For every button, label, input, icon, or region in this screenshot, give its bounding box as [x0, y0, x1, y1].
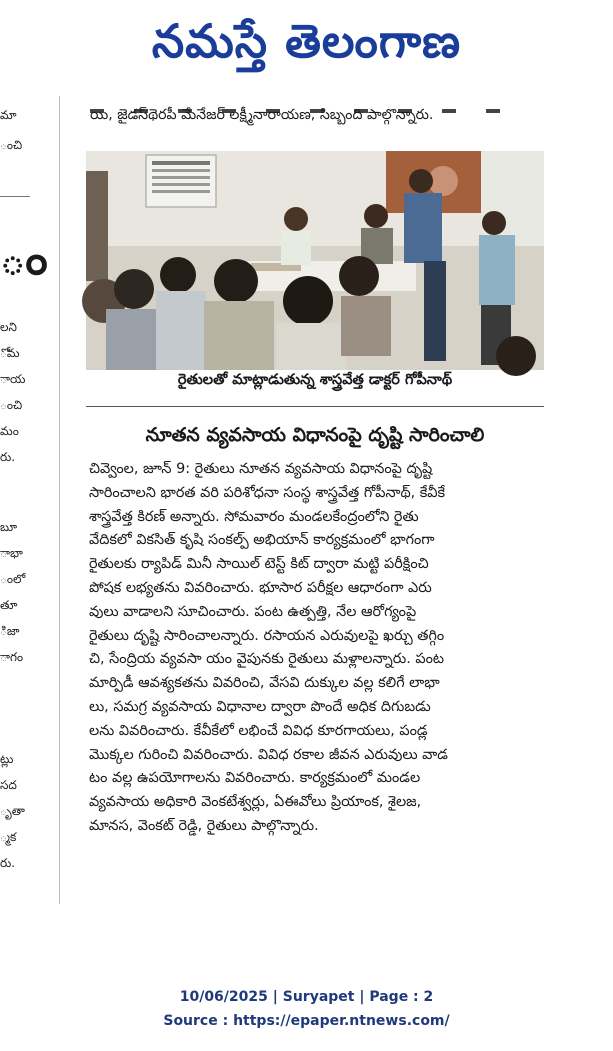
left-fragment: రు.: [0, 856, 16, 870]
body-line: వులు వాడాలని సూచించారు. పంట ఉత్పత్తి, నేల ఆరోగ్యంపై: [89, 603, 417, 620]
body-line: రైతులు దృష్టి సారించాలన్నారు. రసాయన ఎరువులపై ఖర్చు తగ్గిం: [89, 627, 445, 644]
body-line: చి, సేంద్రియ వ్యవసా యం వైపునకు రైతులు మళ్లాలన్నారు. పంట: [89, 651, 445, 668]
body-line: చివ్వెంల, జూన్ 9: రైతులు నూతన వ్యవసాయ విధానంపై దృష్టి: [89, 461, 433, 477]
left-fragment: ంచి: [0, 138, 23, 152]
body-line: లు, సమగ్ర వ్యవసాయ విధానాల ద్వారా పొందే అధిక దిగుబడు: [89, 698, 431, 715]
left-big-char: ం: [0, 234, 48, 285]
article-body: [89, 458, 544, 839]
masthead-title: నమస్తే తెలంగాణ: [151, 14, 462, 68]
body-line: సారించాలని భారత వరి పరిశోధనా సంస్థ శాస్త్రవేత్త గోపీనాథ్, కేవీకే: [89, 484, 446, 501]
left-fragment: తూ: [0, 598, 18, 612]
left-fragment: మా: [0, 108, 17, 122]
left-fragment: ట్లు: [0, 752, 14, 766]
left-fragment: లని: [0, 320, 17, 334]
body-line: వేదికలో వికసిత్ కృషి సంకల్ప్ అభియాన్ కార్యక్రమంలో భాగంగా: [89, 532, 435, 549]
left-fragment: సద: [0, 778, 17, 792]
left-fragment: రు.: [0, 450, 16, 464]
column-rule: [59, 96, 60, 904]
body-line: మార్పిడీ ఆవశ్యకతను వివరించి, వేసవి దుక్కుల వల్ల కలిగే లాభా: [89, 675, 440, 692]
article-headline: నూతన వ్యవసాయ విధానంపై దృష్టి సారించాలి: [145, 424, 485, 446]
body-line: పోషక లభ్యతను వివరించారు. భూసార పరీక్షల ఆధారంగా ఎరు: [89, 579, 432, 596]
left-fragment: ంలో: [0, 572, 26, 586]
left-fragment: బూ: [0, 520, 18, 534]
left-divider: [0, 196, 30, 197]
article-top-line: యి, జైడస్‌థెరపీ మేనేజర్ లక్ష్మీనారాయణ, సిబ్బంది పాల్గొన్నారు.: [90, 107, 434, 123]
left-fragment: ాయ: [0, 372, 26, 386]
left-fragment: ాగం: [0, 650, 24, 664]
body-line: శాస్త్రవేత్త కిరణ్ అన్నారు. సోమవారం మండలకేంద్రంలోని రైతు: [89, 508, 419, 525]
left-fragment: ంచి: [0, 398, 23, 412]
footer-source: Source : https://epaper.ntnews.com/: [163, 1013, 450, 1029]
left-fragment: మం: [0, 424, 19, 438]
meeting-photo-image: [86, 151, 544, 370]
left-fragment: ృతా: [0, 804, 25, 818]
body-line: వ్యవసాయ అధికారి వెంకటేశ్వర్లు, ఏఈవోలు ప్రియాంక, శైలజ,: [89, 794, 422, 811]
left-column-cutoff: [0, 96, 48, 896]
page-footer: [0, 985, 613, 1033]
left-fragment: ్మక: [0, 830, 17, 844]
clipped-text-line: [90, 98, 540, 102]
body-line: మానస, వెంకట్ రెడ్డి, రైతులు పాల్గొన్నారు.: [89, 817, 319, 834]
masthead: [0, 0, 613, 82]
left-fragment: ిజా: [0, 624, 20, 638]
article-photo: [86, 151, 544, 370]
footer-dateline: 10/06/2025 | Suryapet | Page : 2: [179, 989, 434, 1005]
photo-caption: రైతులతో మాట్లాడుతున్న శాస్త్రవేత్త డాక్టర్ గోపీనాథ్: [177, 372, 453, 388]
left-fragment: ాభా: [0, 546, 23, 560]
body-line: లను వివరించారు. కేవీకేలో లభించే వివిధ కూరగాయలు, పండ్ల: [89, 722, 428, 739]
body-line: మొక్కల గురించి వివరించారు. వివిధ రకాల జీవన ఎరువులు వాడ: [89, 746, 448, 763]
left-fragment: ోమ: [0, 346, 20, 360]
body-line: టం వల్ల ఉపయోగాలను వివరించారు. కార్యక్రమంలో మండల: [89, 770, 421, 787]
caption-divider: [86, 406, 544, 407]
body-line: రైతులకు ర్యాపిడ్ మినీ సాయిల్ టెస్ట్ కిట్ ద్వారా మట్టి పరీక్షించి: [89, 556, 429, 573]
